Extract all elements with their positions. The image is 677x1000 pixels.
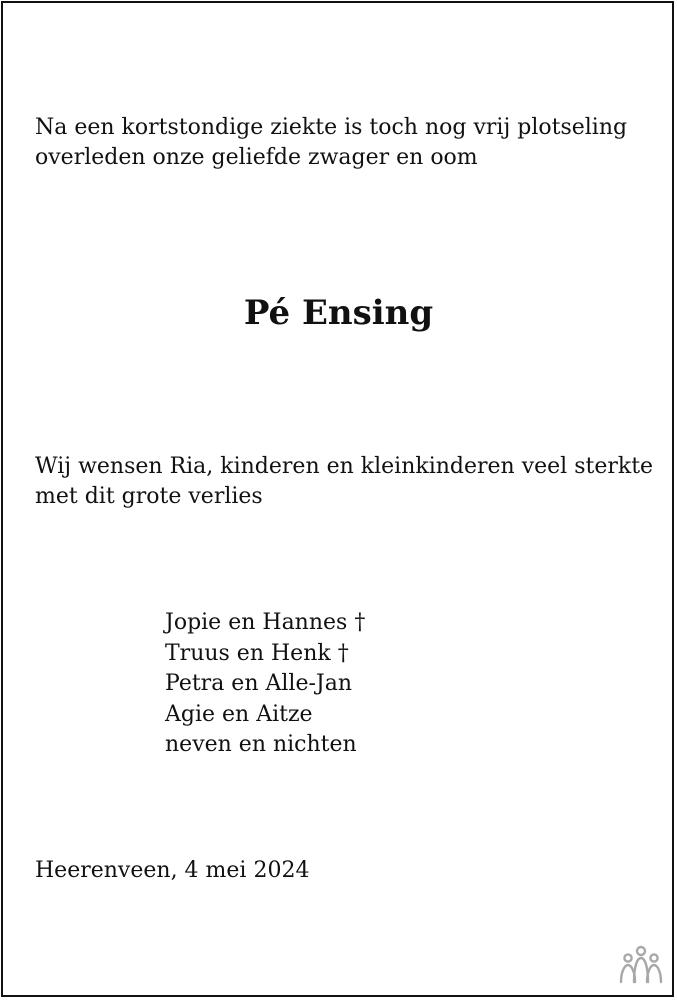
family-signatories [165, 608, 365, 761]
intro-text-line-1: Na een kortstondige ziekte is toch nog vrij plotseling [35, 115, 628, 140]
family-member: Jopie en Hannes † [165, 610, 366, 635]
family-member: Truus en Henk † [165, 640, 349, 666]
family-member: Agie en Aitze [165, 701, 313, 727]
wish-text-line-2: met dit grote verlies [35, 484, 263, 509]
intro-text-line-2: overleden onze geliefde zwager en oom [35, 145, 478, 170]
family-member: neven en nichten [165, 732, 357, 757]
deceased-name: Pé Ensing [243, 293, 434, 333]
people-group-icon [617, 945, 665, 985]
wish-text-line-1: Wij wensen Ria, kinderen en kleinkinderen veel sterkte [35, 454, 654, 479]
family-member: Petra en Alle-Jan [165, 671, 352, 696]
place-and-date: Heerenveen, 4 mei 2024 [35, 858, 310, 883]
